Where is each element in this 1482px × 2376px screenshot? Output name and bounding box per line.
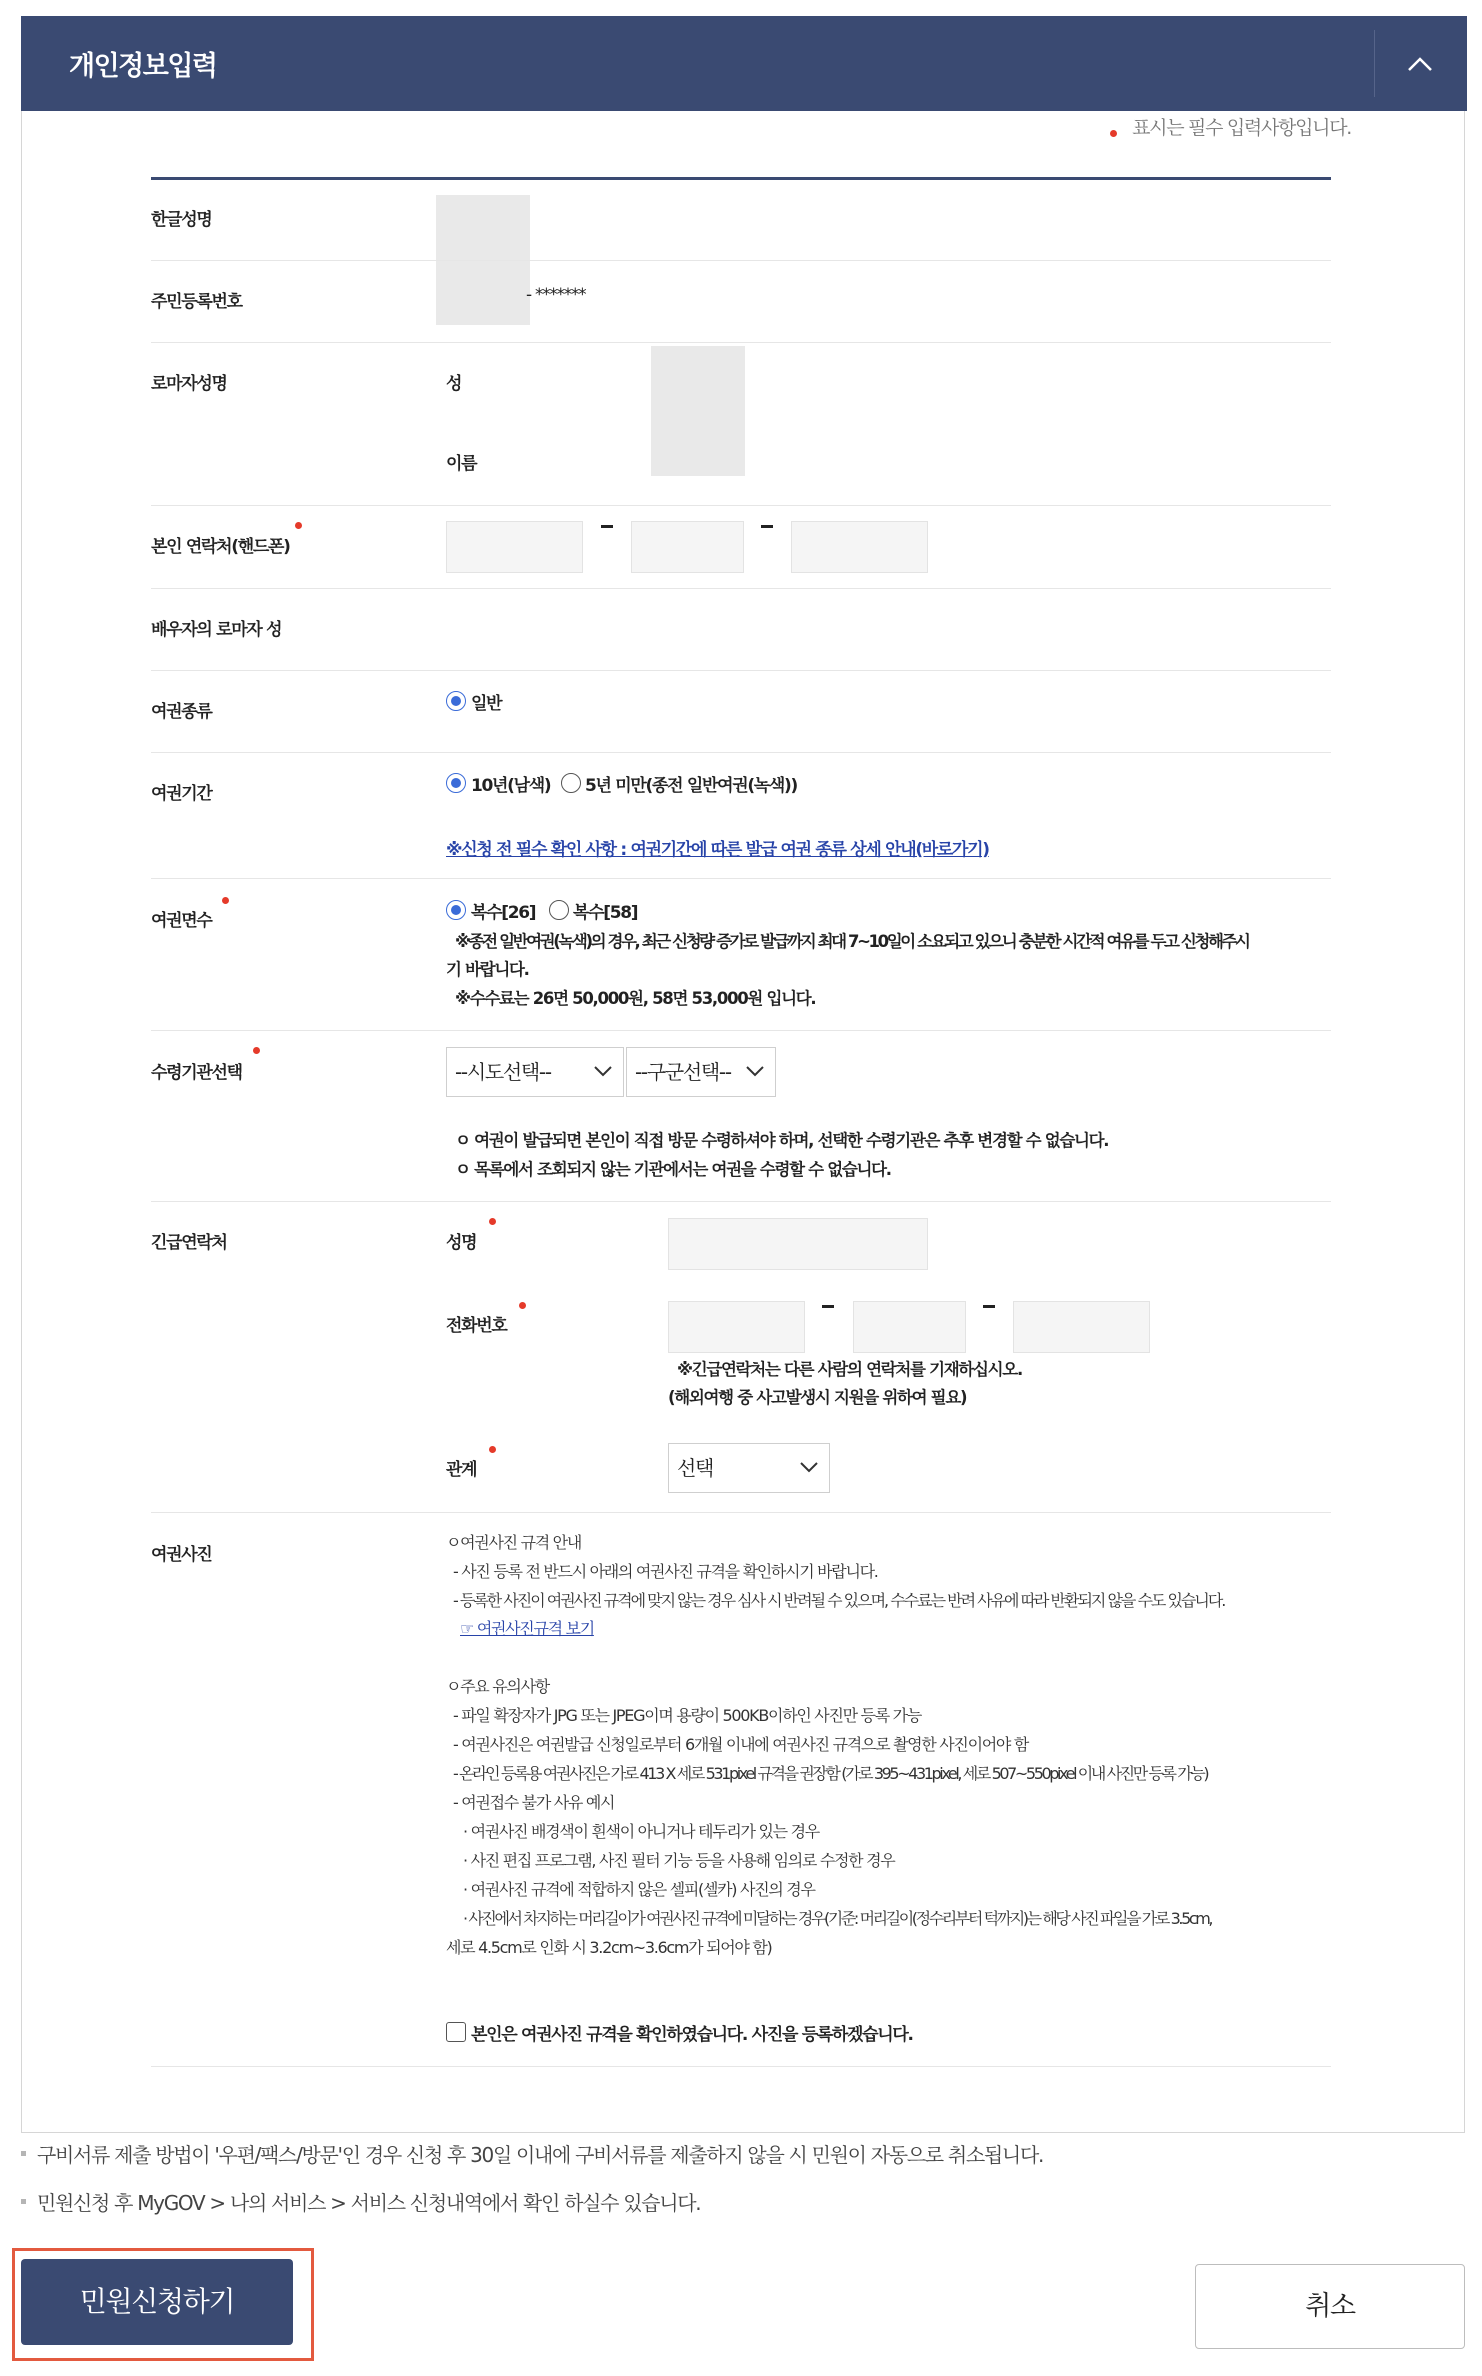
row-divider — [151, 670, 1331, 671]
emergency-phone-label: 전화번호 — [446, 1316, 507, 1336]
radio-passport-type-general[interactable] — [446, 691, 466, 711]
collapse-button[interactable] — [1386, 30, 1453, 97]
emergency-name-input[interactable] — [668, 1218, 928, 1270]
required-dot — [489, 1218, 496, 1225]
phone-field-3[interactable] — [791, 521, 928, 573]
surname-label: 성 — [446, 374, 462, 394]
row-divider — [151, 752, 1331, 753]
label-passport-period: 여권기간 — [151, 784, 212, 804]
required-dot — [1110, 130, 1117, 137]
required-dot — [253, 1047, 260, 1054]
radio-pages-26[interactable] — [446, 900, 466, 920]
select-province[interactable] — [446, 1047, 624, 1097]
photo-spec-link[interactable]: ☞ 여권사진규격 보기 — [460, 1619, 594, 1638]
photo-caution-2: - 여권사진은 여권발급 신청일로부터 6개월 이내에 여권사진 규격으로 촬영한 사진이어야 함 — [453, 1735, 1028, 1754]
photo-caution-4a: · 여권사진 배경색이 흰색이 아니거나 테두리가 있는 경우 — [463, 1822, 819, 1841]
select-district[interactable] — [626, 1047, 776, 1097]
chevron-up-icon — [1407, 56, 1433, 72]
photo-caution-title: ㅇ주요 유의사항 — [446, 1677, 549, 1696]
bullet — [21, 2151, 26, 2156]
emergency-phone-3[interactable] — [1013, 1301, 1150, 1353]
submit-application-button[interactable]: 민원신청하기 — [21, 2259, 293, 2345]
row-divider — [151, 342, 1331, 343]
row-divider — [151, 260, 1331, 261]
emergency-note-1: ※긴급연락처는 다른 사람의 연락처를 기재하십시오. — [677, 1360, 1022, 1379]
given-name-label: 이름 — [446, 454, 477, 474]
dash — [761, 525, 773, 528]
select-province-value: --시도선택-- — [455, 1060, 551, 1084]
emergency-phone-1[interactable] — [668, 1301, 805, 1353]
radio-pages-58[interactable] — [549, 900, 569, 920]
label-spouse-surname: 배우자의 로마자 성 — [151, 620, 282, 640]
photo-guide-2: - 등록한 사진이 여권사진 규격에 맞지 않는 경우 심사 시 반려될 수 있으며, 수수료는 반려 사유에 따라 반환되지 않을 수도 있습니다. — [453, 1591, 1225, 1610]
roman-name-masked — [651, 346, 745, 476]
pages-note-line2: 기 바랍니다. — [446, 960, 529, 979]
select-relation[interactable] — [668, 1443, 830, 1493]
footer-note-1: 구비서류 제출 방법이 '우편/팩스/방문'인 경우 신청 후 30일 이내에 구비서류를 제출하지 않을 시 민원이 자동으로 취소됩니다. — [37, 2143, 1044, 2167]
pages-26-label: 복수[26] — [471, 903, 536, 923]
label-roman-name: 로마자성명 — [151, 374, 227, 394]
required-dot — [295, 522, 302, 529]
agency-note-1: ㅇ 여권이 발급되면 본인이 직접 방문 수령하셔야 하며, 선택한 수령기관은 추후 변경할 수 없습니다. — [455, 1131, 1109, 1150]
panel-title: 개인정보입력 — [69, 51, 217, 82]
row-divider — [151, 1201, 1331, 1202]
label-korean-name: 한글성명 — [151, 210, 212, 230]
photo-caution-4b: · 사진 편집 프로그램, 사진 필터 기능 등을 사용해 임의로 수정한 경우 — [463, 1851, 895, 1870]
agency-note-2: ㅇ 목록에서 조회되지 않는 기관에서는 여권을 수령할 수 없습니다. — [455, 1160, 891, 1179]
phone-field-1[interactable] — [446, 521, 583, 573]
label-agency: 수령기관선택 — [151, 1063, 242, 1083]
resident-no-suffix: - ******* — [526, 285, 586, 305]
passport-type-general-label: 일반 — [471, 694, 502, 714]
emergency-phone-2[interactable] — [853, 1301, 966, 1353]
pages-note-line1: ※종전 일반여권(녹색)의 경우, 최근 신청량 증가로 발급까지 최대 7~10일이 소요되고 있으니 충분한 시간적 여유를 두고 신청해주시 — [455, 932, 1249, 951]
form-top-border — [151, 177, 1331, 180]
photo-confirm-checkbox[interactable] — [446, 2022, 466, 2042]
radio-period-5yr[interactable] — [561, 773, 581, 793]
photo-caution-1: - 파일 확장자가 JPG 또는 JPEG이며 용량이 500KB이하인 사진만 등록 가능 — [453, 1706, 921, 1725]
required-note: 표시는 필수 입력사항입니다. — [1132, 117, 1351, 139]
chevron-down-icon — [593, 1064, 613, 1078]
period-5yr-label: 5년 미만(종전 일반여권(녹색)) — [585, 776, 797, 796]
row-divider — [151, 878, 1331, 879]
label-resident-no: 주민등록번호 — [151, 292, 242, 312]
period-info-link[interactable]: ※신청 전 필수 확인 사항 : 여권기간에 따른 발급 여권 종류 상세 안내(바로가기) — [446, 840, 989, 860]
select-district-value: --구군선택-- — [635, 1060, 731, 1084]
photo-caution-4: - 여권접수 불가 사유 예시 — [453, 1793, 615, 1812]
dash — [601, 525, 613, 528]
bullet — [21, 2199, 26, 2204]
panel-header — [21, 16, 1467, 111]
photo-guide-1: - 사진 등록 전 반드시 아래의 여권사진 규격을 확인하시기 바랍니다. — [453, 1562, 878, 1581]
dash — [983, 1305, 995, 1308]
label-passport-type: 여권종류 — [151, 702, 212, 722]
label-phone: 본인 연락처(핸드폰) — [151, 537, 290, 557]
emergency-name-label: 성명 — [446, 1233, 477, 1253]
emergency-note-2: (해외여행 중 사고발생시 지원을 위하여 필요) — [668, 1388, 967, 1407]
header-divider — [1374, 30, 1375, 97]
row-divider — [151, 2066, 1331, 2067]
label-pages: 여권면수 — [151, 911, 212, 931]
period-10yr-label: 10년(남색) — [471, 776, 551, 796]
phone-field-2[interactable] — [631, 521, 744, 573]
cancel-button[interactable]: 취소 — [1195, 2264, 1465, 2349]
label-photo: 여권사진 — [151, 1545, 212, 1565]
photo-caution-4d-line2: 세로 4.5cm로 인화 시 3.2cm~3.6cm가 되어야 함) — [446, 1938, 772, 1957]
select-relation-value: 선택 — [677, 1456, 714, 1480]
radio-period-10yr[interactable] — [446, 773, 466, 793]
label-emergency: 긴급연락처 — [151, 1233, 227, 1253]
row-divider — [151, 505, 1331, 506]
photo-guide-title: ㅇ여권사진 규격 안내 — [446, 1533, 581, 1552]
required-dot — [222, 897, 229, 904]
relation-label: 관계 — [446, 1460, 477, 1480]
row-divider — [151, 588, 1331, 589]
pages-58-label: 복수[58] — [573, 903, 638, 923]
pages-fee-note: ※수수료는 26면 50,000원, 58면 53,000원 입니다. — [455, 989, 816, 1008]
photo-caution-3: - 온라인 등록용 여권사진은 가로 413 X 세로 531pixel 규격을 권장함 (가로 395~431pixel, 세로 507~550pixel 이내 사진만 등록 가능) — [453, 1764, 1208, 1783]
row-divider — [151, 1512, 1331, 1513]
chevron-down-icon — [745, 1064, 765, 1078]
required-dot — [489, 1446, 496, 1453]
photo-caution-4c: · 여권사진 규격에 적합하지 않은 셀피(셀카) 사진의 경우 — [463, 1880, 815, 1899]
row-divider — [151, 1030, 1331, 1031]
chevron-down-icon — [799, 1460, 819, 1474]
dash — [822, 1305, 834, 1308]
required-dot — [519, 1302, 526, 1309]
photo-confirm-label: 본인은 여권사진 규격을 확인하였습니다. 사진을 등록하겠습니다. — [471, 2025, 913, 2045]
footer-note-2: 민원신청 후 MyGOV > 나의 서비스 > 서비스 신청내역에서 확인 하실수 있습니다. — [37, 2191, 701, 2215]
photo-caution-4d-line1: · 사진에서 차지하는 머리길이가 여권사진 규격에 미달하는 경우(기준: 머리길이(정수리부터 턱까지)는 해당 사진 파일을 가로 3.5cm, — [463, 1909, 1212, 1928]
